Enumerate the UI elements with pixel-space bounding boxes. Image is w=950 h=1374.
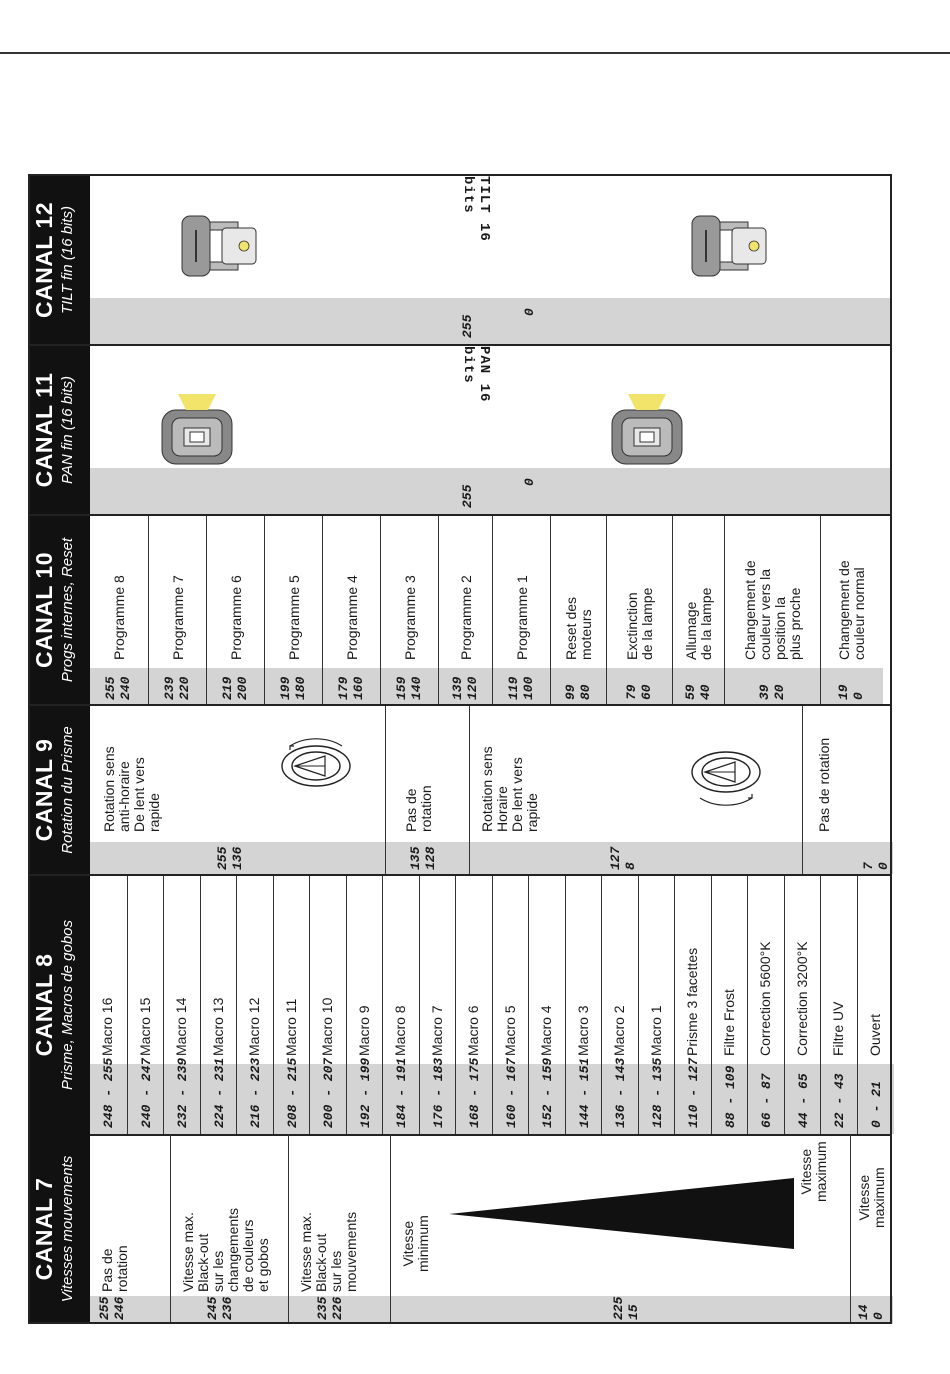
canal-8-column	[28, 874, 892, 1134]
value-cell	[748, 1064, 785, 1134]
value-min: 236	[220, 1296, 235, 1320]
value-cell	[289, 1296, 391, 1324]
canal-10-row	[492, 516, 550, 704]
value-cell	[201, 1057, 238, 1134]
canal-10-row	[380, 516, 438, 704]
function-label: Exctinction de la lampe	[624, 587, 655, 660]
tilt-16-bits-label: TILT 16 bits	[460, 176, 492, 242]
canal-8-row	[346, 876, 383, 1134]
canal-8-row	[857, 876, 894, 1134]
value-max: 255	[97, 1296, 112, 1320]
value-min: 60	[639, 684, 654, 700]
canal-7-row-4	[390, 1134, 850, 1324]
value-min: 0	[522, 478, 537, 486]
speed-wedge	[391, 1134, 851, 1324]
value-cell	[386, 842, 470, 874]
function-label: Ouvert	[866, 1013, 883, 1056]
function-label: Macro 11	[282, 998, 299, 1056]
canal-8-row	[382, 876, 419, 1134]
value-cell	[821, 668, 883, 704]
value-cell	[237, 1057, 274, 1134]
value-cell	[420, 1057, 457, 1134]
function-label: Macro 1	[647, 1005, 664, 1056]
canal-9-subtitle: Rotation du Prisme	[59, 726, 76, 854]
value-cell	[675, 1057, 712, 1134]
speed-minimum-label: Vitesse minimum	[400, 1215, 431, 1272]
canal-8-row	[820, 876, 857, 1134]
function-label: Programme 8	[110, 575, 127, 660]
value-range: 88 - 109	[722, 1065, 738, 1128]
value-range: 66 - 87	[759, 1073, 774, 1128]
canal-9-header	[28, 706, 90, 874]
value-cell	[607, 668, 673, 704]
value-cell	[381, 668, 439, 704]
function-label: Changement de couleur normal	[836, 560, 867, 660]
value-cell	[456, 1057, 493, 1134]
value-max: 235	[315, 1296, 330, 1320]
value-cell	[858, 1064, 895, 1134]
value-cell	[90, 1057, 127, 1134]
value-max: 255	[460, 314, 475, 338]
prism-rotation-cw-icon	[470, 706, 803, 874]
value-min: 0	[522, 308, 537, 316]
value-cell	[347, 1057, 384, 1134]
canal-8-subtitle: Prisme, Macros de gobos	[59, 919, 76, 1091]
canal-11-column	[28, 344, 892, 514]
value-max: 199	[278, 676, 293, 700]
value-max: 219	[220, 676, 235, 700]
canal-10-column	[28, 514, 892, 704]
canal-10-subtitle: Progs internes, Reset	[59, 537, 76, 683]
value-range: 22 - 43	[832, 1073, 847, 1128]
value-cell	[90, 298, 892, 344]
canal-9-row-4	[802, 706, 892, 874]
prism-rotation-ccw-icon	[90, 706, 385, 874]
value-range: 200 - 207	[321, 1057, 336, 1128]
value-range: 0 - 21	[868, 1081, 884, 1128]
value-min: 128	[423, 846, 438, 870]
function-label: Vitesse max. Black-out sur les changements de couleurs et gobos	[180, 1207, 271, 1292]
value-cell	[274, 1057, 311, 1134]
value-min: 226	[330, 1296, 345, 1320]
value-range: 176 - 183	[430, 1057, 446, 1128]
value-min: 0	[851, 692, 866, 700]
function-label: Macro 13	[209, 997, 226, 1056]
canal-7-row-5	[850, 1134, 892, 1324]
value-cell	[725, 668, 821, 704]
value-cell	[90, 668, 148, 704]
value-min: 80	[578, 684, 593, 700]
function-label: Programme 6	[227, 575, 244, 660]
canal-8-row	[638, 876, 675, 1134]
canal-8-row	[784, 876, 821, 1134]
value-range: 240 - 247	[138, 1057, 154, 1128]
value-max: 59	[683, 684, 698, 700]
function-label: Programme 2	[457, 575, 474, 660]
canal-10-row	[672, 516, 724, 704]
value-cell	[785, 1064, 822, 1134]
value-max: 39	[757, 684, 772, 700]
function-label: Reset des moteurs	[563, 596, 594, 660]
tilt-head-icon	[90, 176, 892, 298]
pan-head-icon	[90, 346, 892, 468]
value-range: 110 - 127	[686, 1057, 701, 1128]
value-min: 15	[626, 1304, 641, 1320]
value-min: 120	[465, 676, 480, 700]
value-range: 208 - 215	[284, 1057, 300, 1128]
value-max: 135	[408, 846, 423, 870]
canal-7-row-2	[170, 1134, 288, 1324]
value-max: 127	[608, 846, 623, 870]
canal-10-row	[820, 516, 882, 704]
canal-8-header	[28, 876, 90, 1134]
function-label: Rotation sens Horaire De lent vers rapide	[479, 746, 540, 832]
canal-11-subtitle: PAN fin (16 bits)	[59, 375, 76, 485]
value-cell	[639, 1057, 676, 1134]
canal-12-header	[28, 176, 90, 344]
value-max: 159	[394, 676, 409, 700]
function-label: Programme 3	[401, 575, 418, 660]
value-cell	[383, 1057, 420, 1134]
value-cell	[529, 1057, 566, 1134]
value-max: 99	[563, 684, 578, 700]
canal-8-row	[127, 876, 164, 1134]
value-max: 225	[611, 1296, 626, 1320]
function-label: Macro 12	[246, 997, 262, 1056]
value-range: 216 - 223	[248, 1057, 263, 1128]
value-min: 100	[521, 676, 536, 700]
value-min: 40	[698, 684, 713, 700]
canal-8-row	[565, 876, 602, 1134]
function-label: Macro 4	[538, 1005, 554, 1056]
value-max: 255	[460, 484, 475, 508]
value-cell	[323, 668, 381, 704]
canal-9-title: CANAL 9	[31, 738, 57, 842]
function-label: Prisme 3 facettes	[684, 947, 700, 1056]
value-cell	[90, 468, 892, 514]
canal-8-row	[273, 876, 310, 1134]
value-max: 7	[861, 862, 876, 870]
function-label: Correction 3200°K	[793, 941, 810, 1056]
canal-10-row	[148, 516, 206, 704]
value-cell	[164, 1057, 201, 1134]
canal-8-row	[601, 876, 638, 1134]
function-label: Programme 4	[343, 575, 360, 660]
function-label: Macro 3	[574, 1005, 591, 1056]
canal-9-row-3	[469, 706, 802, 874]
value-cell	[493, 1057, 530, 1134]
value-min: 136	[230, 846, 245, 870]
canal-10-row	[90, 516, 148, 704]
top-rule	[0, 52, 950, 54]
value-min: 140	[409, 676, 424, 700]
function-label: Macro 2	[611, 1005, 627, 1056]
canal-8-row	[747, 876, 784, 1134]
canal-7-row-3	[288, 1134, 390, 1324]
canal-11-title: CANAL 11	[31, 372, 57, 488]
pan-16-bits-label: PAN 16 bits	[460, 346, 492, 403]
canal-8-row	[236, 876, 273, 1134]
canal-9-row-1	[90, 706, 385, 874]
value-cell	[602, 1057, 639, 1134]
value-cell	[439, 668, 493, 704]
function-label: Correction 5600°K	[757, 941, 773, 1056]
value-max: 245	[205, 1296, 220, 1320]
value-cell	[493, 668, 551, 704]
value-range: 44 - 65	[795, 1073, 811, 1128]
value-range: 232 - 239	[175, 1057, 190, 1128]
canal-7-title: CANAL 7	[31, 1177, 57, 1281]
value-max: 139	[450, 676, 465, 700]
value-range: 168 - 175	[467, 1057, 482, 1128]
value-range: 184 - 191	[394, 1057, 409, 1128]
canal-10-row	[724, 516, 820, 704]
function-label: Filtre UV	[830, 1001, 846, 1056]
canal-9-row-2	[385, 706, 469, 874]
function-label: Filtre Frost	[720, 989, 737, 1056]
value-range: 224 - 231	[211, 1057, 227, 1128]
speed-maximum-label: Vitesse maximum	[798, 1141, 829, 1202]
value-cell	[712, 1064, 749, 1134]
value-cell	[265, 668, 323, 704]
function-label: Pas de rotation	[403, 785, 434, 832]
value-max: 255	[103, 676, 118, 700]
canal-10-row	[322, 516, 380, 704]
value-min: 220	[177, 676, 192, 700]
function-label: Changement de couleur vers la position la plus proche	[742, 560, 803, 660]
value-cell	[90, 1296, 170, 1324]
value-cell	[171, 1296, 289, 1324]
value-cell	[128, 1057, 165, 1134]
value-cell	[149, 668, 207, 704]
canal-10-row	[606, 516, 672, 704]
canal-8-row	[163, 876, 200, 1134]
value-cell	[551, 668, 607, 704]
function-label: Allumage de la lampe	[683, 587, 714, 660]
value-range: 128 - 135	[649, 1057, 665, 1128]
value-max: 19	[836, 684, 851, 700]
value-cell	[566, 1057, 603, 1134]
function-label: Macro 5	[501, 1005, 518, 1056]
canal-8-row	[200, 876, 237, 1134]
function-label: Macro 14	[173, 997, 189, 1056]
canal-8-row	[309, 876, 346, 1134]
canal-10-header	[28, 516, 90, 704]
function-label: Programme 7	[169, 575, 186, 660]
value-min: 0	[871, 1312, 886, 1320]
function-label: Vitesse maximum	[856, 1167, 887, 1228]
function-label: Rotation sens anti-horaire De lent vers rapide	[101, 746, 162, 832]
canal-8-row	[492, 876, 529, 1134]
function-label: Pas de rotation	[99, 1245, 130, 1292]
canal-8-row	[419, 876, 456, 1134]
function-label: Macro 16	[99, 997, 115, 1056]
value-cell	[310, 1057, 347, 1134]
canal-7-header	[28, 1134, 90, 1324]
value-max: 179	[336, 676, 351, 700]
function-label: Macro 9	[355, 1005, 372, 1056]
value-min: 180	[293, 676, 308, 700]
canal-10-row	[264, 516, 322, 704]
value-max: 119	[506, 676, 521, 700]
canal-8-row	[674, 876, 711, 1134]
canal-8-row	[90, 876, 127, 1134]
canal-10-row	[550, 516, 606, 704]
function-label: Macro 6	[465, 1005, 481, 1056]
canal-8-title: CANAL 8	[31, 953, 57, 1057]
canal-10-row	[206, 516, 264, 704]
function-label: Programme 5	[285, 575, 302, 660]
function-label: Macro 8	[392, 1005, 408, 1056]
canal-11-header	[28, 346, 90, 514]
value-range: 152 - 159	[540, 1057, 555, 1128]
value-min: 20	[772, 684, 787, 700]
value-range: 144 - 151	[576, 1057, 592, 1128]
canal-10-row	[438, 516, 492, 704]
value-min: 240	[118, 676, 133, 700]
canal-7-row-1	[90, 1134, 170, 1324]
function-label: Programme 1	[513, 575, 530, 660]
canal-7-subtitle: Vitesses mouvements	[59, 1155, 76, 1303]
canal-9-column	[28, 704, 892, 874]
function-label: Pas de rotation	[816, 737, 832, 832]
value-min: 8	[623, 862, 638, 870]
function-label: Macro 10	[319, 997, 335, 1056]
value-min: 246	[112, 1296, 127, 1320]
value-max: 79	[624, 684, 639, 700]
value-max: 239	[162, 676, 177, 700]
value-range: 248 - 255	[101, 1057, 116, 1128]
canal-8-row	[528, 876, 565, 1134]
value-range: 136 - 143	[613, 1057, 628, 1128]
value-range: 160 - 167	[503, 1057, 519, 1128]
value-max: 255	[215, 846, 230, 870]
canal-7-column	[28, 1134, 892, 1324]
value-max: 14	[856, 1304, 871, 1320]
function-label: Macro 15	[136, 997, 153, 1056]
value-min: 0	[876, 862, 891, 870]
canal-12-column	[28, 174, 892, 344]
function-label: Macro 7	[428, 1005, 445, 1056]
channel-table	[28, 174, 892, 1324]
canal-8-row	[711, 876, 748, 1134]
value-cell	[821, 1064, 858, 1134]
value-cell	[803, 842, 893, 874]
value-cell	[673, 668, 725, 704]
value-range: 192 - 199	[357, 1057, 373, 1128]
value-cell	[207, 668, 265, 704]
canal-12-subtitle: TILT fin (16 bits)	[59, 205, 76, 315]
function-label: Vitesse max. Black-out sur les mouvements	[298, 1211, 359, 1292]
value-cell	[851, 1296, 893, 1324]
canal-8-row	[455, 876, 492, 1134]
canal-12-title: CANAL 12	[31, 201, 57, 319]
value-min: 160	[351, 676, 366, 700]
value-min: 200	[235, 676, 250, 700]
canal-10-title: CANAL 10	[31, 551, 57, 669]
